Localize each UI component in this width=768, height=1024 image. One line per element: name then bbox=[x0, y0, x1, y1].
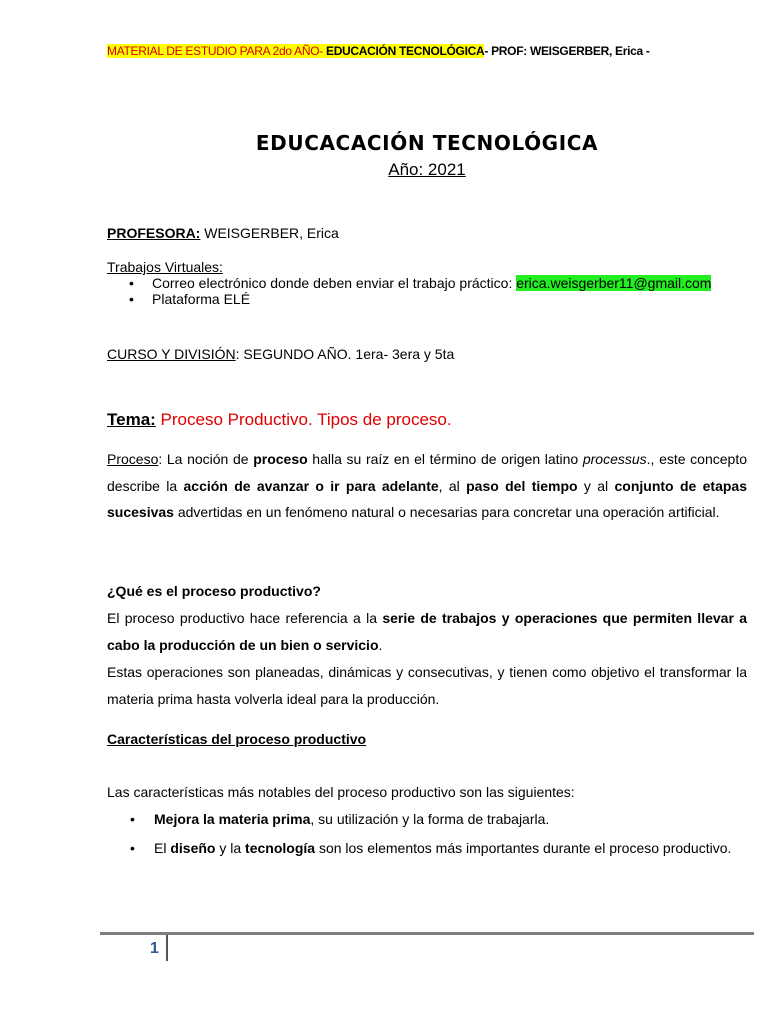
text-run: halla su raíz en el término de origen latino bbox=[307, 451, 583, 467]
header-subject: EDUCACIÓN TECNOLÓGICA bbox=[322, 44, 485, 58]
text-run: y al bbox=[577, 477, 615, 494]
profesora-line bbox=[107, 225, 339, 241]
text-run-bold: acción de avanzar o ir para adelante bbox=[183, 477, 439, 494]
text-run-bold: serie de trabajos y operaciones que permiten llevar a cabo la producción de un bien o servicio bbox=[107, 610, 747, 653]
text-run: El bbox=[154, 839, 171, 856]
trabajos-item-platform: • Plataforma ELÉ bbox=[107, 291, 711, 307]
text-run: El proceso productivo hace referencia a la bbox=[107, 610, 383, 626]
text-run: son los elementos más importantes durante el proceso productivo. bbox=[315, 839, 732, 856]
document-year bbox=[0, 160, 768, 180]
list-item bbox=[107, 806, 747, 833]
caracteristicas-list bbox=[107, 806, 747, 863]
page-number: 1 bbox=[150, 940, 159, 957]
curso-line bbox=[107, 346, 454, 362]
text-run: , su utilización y la forma de trabajarla. bbox=[310, 811, 550, 827]
caracteristicas-heading: Características del proceso productivo bbox=[107, 731, 367, 747]
list-item bbox=[107, 835, 747, 862]
text-run: : La noción de bbox=[158, 451, 254, 467]
proceso-term: Proceso bbox=[107, 451, 159, 467]
header-material: MATERIAL DE ESTUDIO PARA 2do AÑO- bbox=[107, 44, 323, 58]
text-run: , al bbox=[438, 477, 467, 494]
text-run-bold: conjunto de etapas sucesivas bbox=[107, 477, 747, 520]
que-es-heading: ¿Qué es el proceso productivo? bbox=[107, 583, 321, 599]
text-run-bold: proceso bbox=[253, 451, 308, 467]
text-run-bold: paso del tiempo bbox=[466, 477, 578, 494]
text-run: y la bbox=[215, 839, 246, 856]
text-run: . bbox=[378, 636, 383, 653]
tema-label: Tema: bbox=[107, 410, 156, 429]
document-title: EDUCACACIÓN TECNOLÓGICA bbox=[255, 131, 599, 155]
text-run: advertidas en un fenómeno natural o necesarias para concretar una operación artificial. bbox=[173, 504, 720, 520]
email-address[interactable]: erica.weisgerber11@gmail.com bbox=[516, 275, 712, 291]
text-run-bold: Mejora la materia prima bbox=[154, 811, 311, 827]
proceso-paragraph bbox=[107, 446, 747, 526]
trabajos-section bbox=[107, 259, 711, 307]
profesora-value: WEISGERBER, Erica bbox=[200, 225, 339, 241]
tema-value: Proceso Productivo. Tipos de proceso. bbox=[155, 410, 452, 429]
email-instruction: Correo electrónico donde deben enviar el trabajo práctico: bbox=[152, 275, 517, 291]
text-run-bold: diseño bbox=[170, 839, 216, 856]
year-text: Año: 2021 bbox=[388, 160, 466, 179]
que-es-paragraph-2: Estas operaciones son planeadas, dinámicas y consecutivas, y tienen como objetivo el transformar la materia prima hasta volverla ideal para la producción. bbox=[107, 664, 747, 707]
curso-label: CURSO Y DIVISIÓN bbox=[107, 346, 236, 362]
header-teacher: - PROF: WEISGERBER, Erica - bbox=[484, 44, 650, 58]
document-header bbox=[107, 44, 650, 58]
text-run-italic: processus bbox=[582, 451, 647, 467]
footer-divider bbox=[100, 932, 754, 935]
caracteristicas-intro: Las características más notables del proceso productivo son las siguientes: bbox=[107, 784, 575, 800]
trabajos-item-email bbox=[107, 275, 711, 291]
tema-line bbox=[107, 410, 452, 430]
text-run-bold: tecnología bbox=[245, 839, 316, 856]
curso-value: : SEGUNDO AÑO. 1era- 3era y 5ta bbox=[235, 346, 455, 362]
text-run: ., este concepto describe la bbox=[107, 451, 747, 494]
profesora-label: PROFESORA: bbox=[107, 225, 201, 241]
trabajos-label: Trabajos Virtuales: bbox=[107, 259, 223, 275]
que-es-paragraph bbox=[107, 605, 747, 658]
page-number-separator bbox=[166, 935, 168, 961]
